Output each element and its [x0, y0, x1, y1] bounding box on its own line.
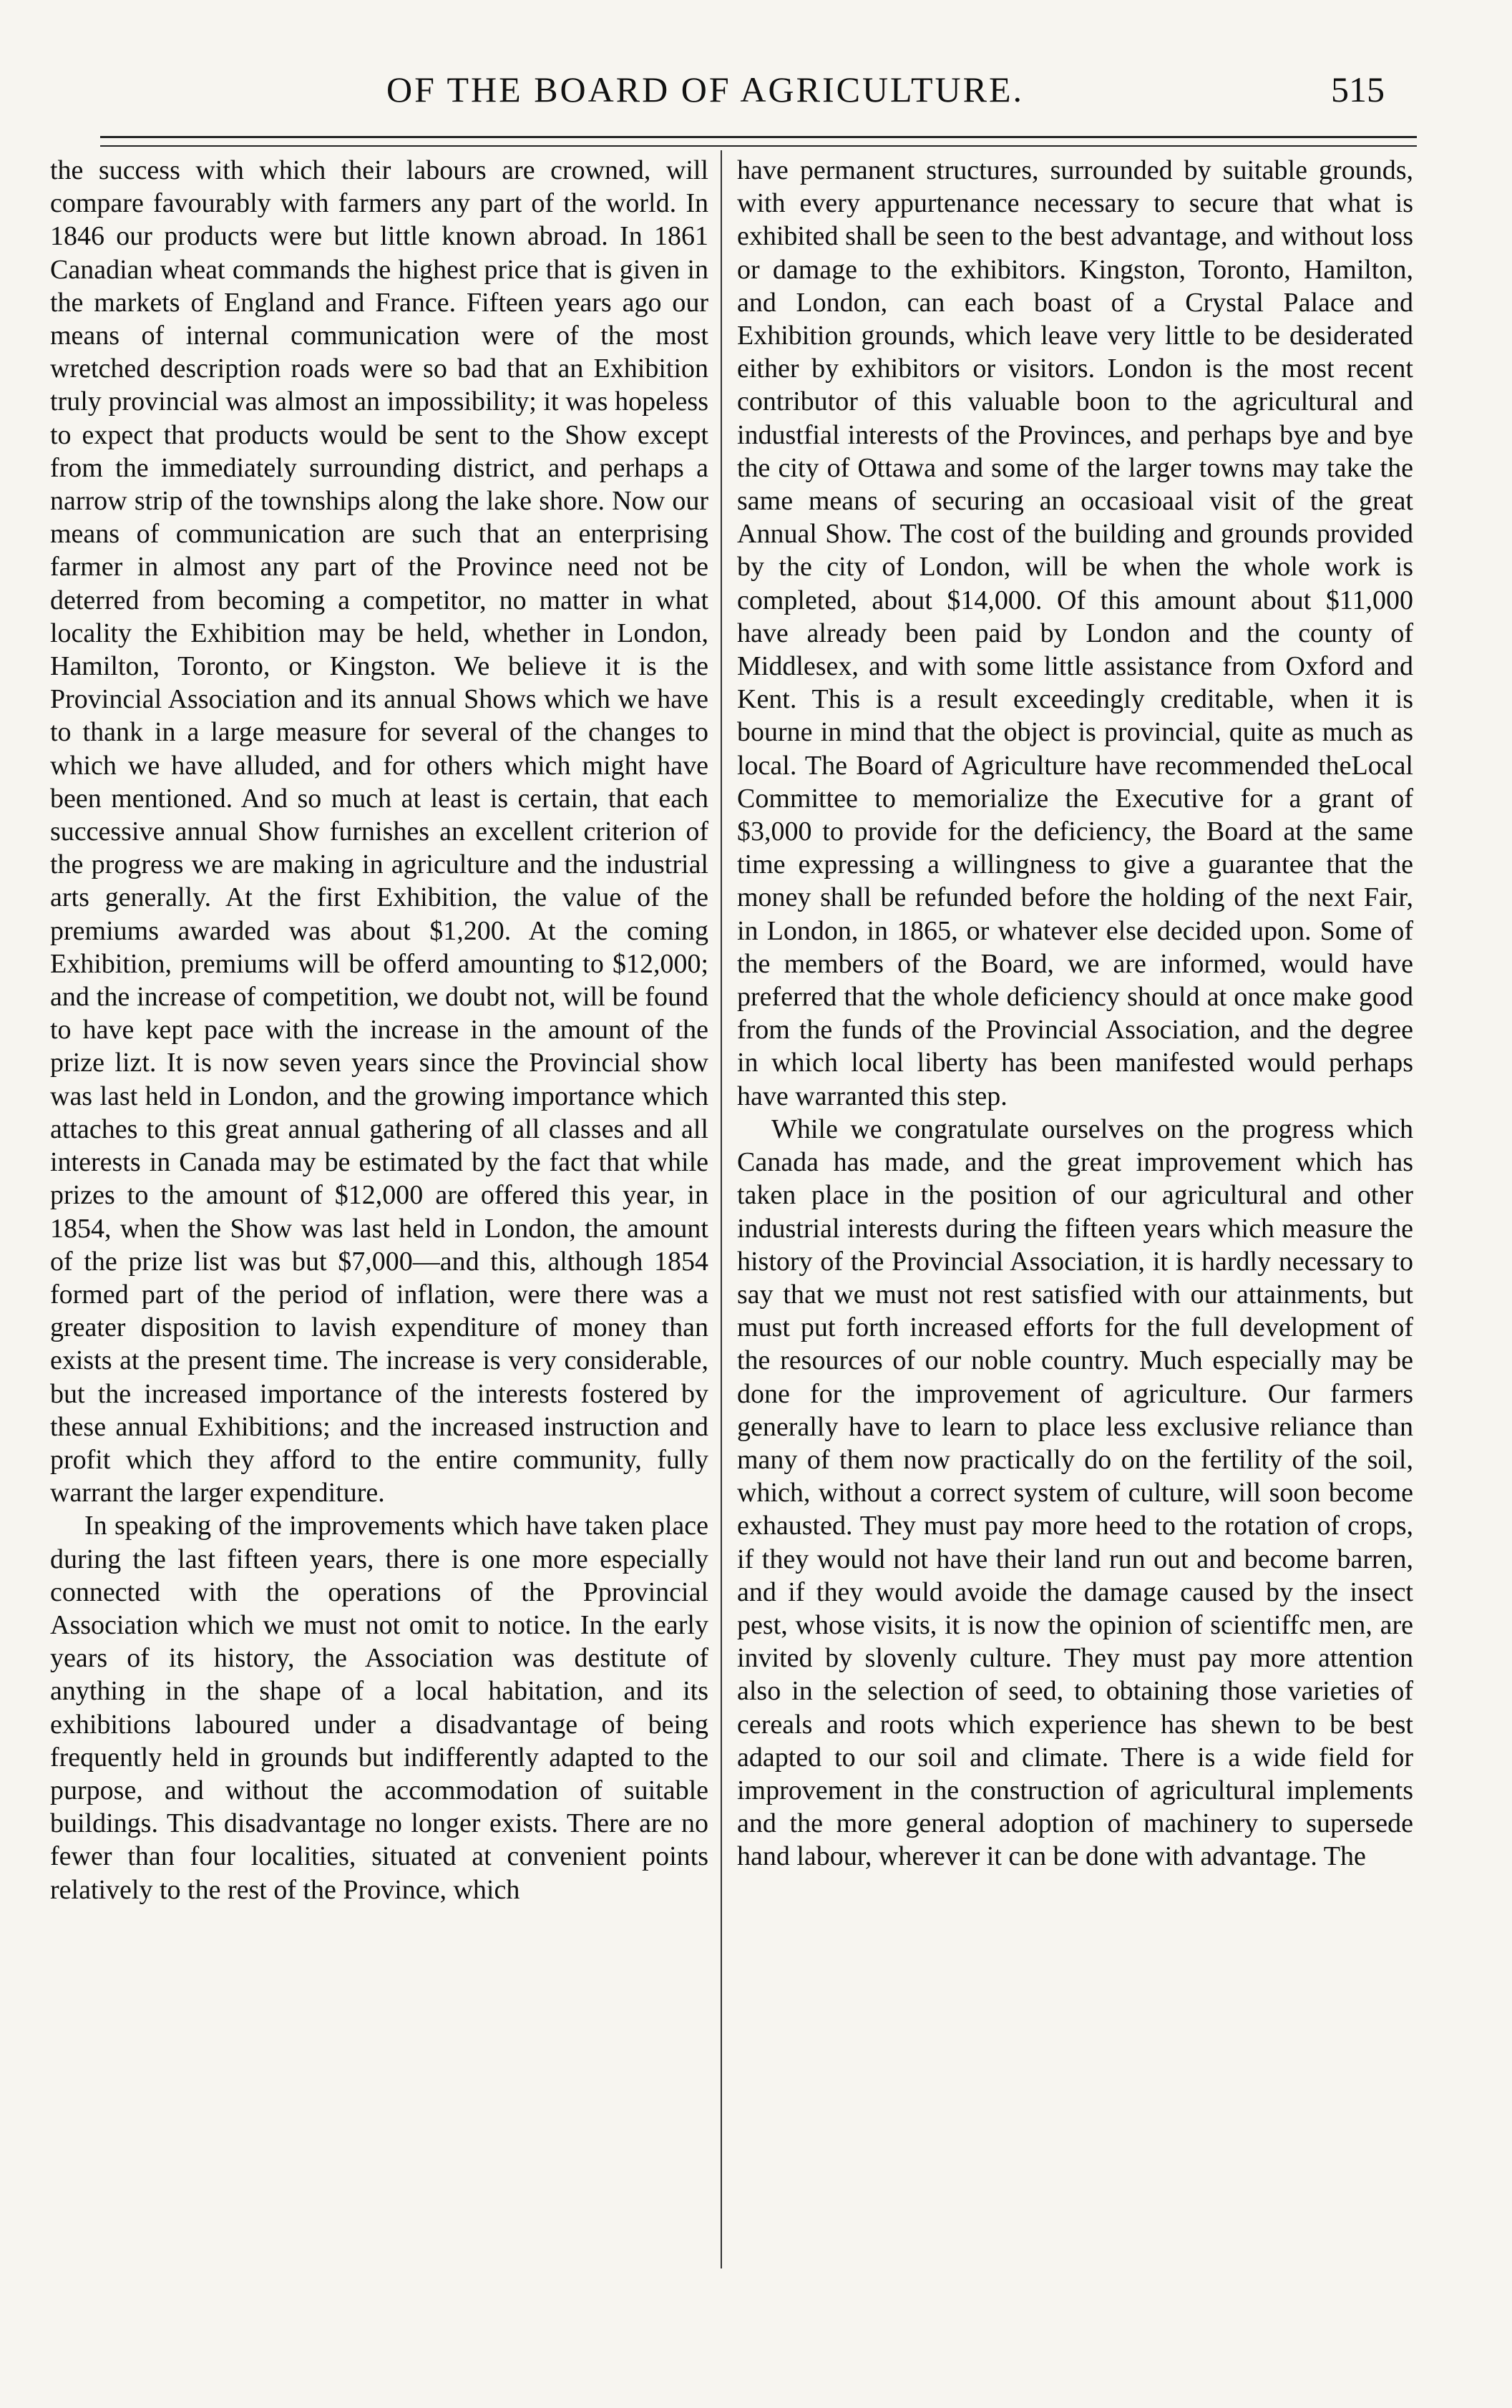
right-paragraph-1: have permanent structures, surrounded by suitable grounds, with every appurtenance necessary to secure that what is exhibited shall be seen to the best advantage, and without loss or damage to the exhibitors. Kingston, Toronto, Hamilton, and London, can each boast of a Crystal Palace and Exhibition grounds, which leave very little to be desiderated either by exhibitors or visitors. London is the most recent contributor of this valuable boon to the agricultural and industfial interests of the Provinces, and perhaps bye and bye the city of Ottawa and some of the larger towns may take the same means of securing an occasioaal visit of the great Annual Show. The cost of the building and grounds provided by the city of London, will be when the whole work is completed, about $14,000. Of this amount about $11,000 have already been paid by London and the county of Middlesex, and with some little assistance from Oxford and Kent. This is a result exceedingly creditable, when it is bourne in mind that the object is provincial, quite as much as local. The Board of Agriculture have recommended theLocal Committee to memorialize the Executive for a grant of $3,000 to provide for the deficiency, the Board at the same time expressing a willingness to give a guarantee that the money shall be refunded before the holding of the next Fair, in London, in 1865, or whatever else decided upon. Some of the members of the Board, we are informed, would have preferred that the whole deficiency should at once make good from the funds of the Provincial Association, and the degree in which local liberty has been manifested would perhaps have warranted this step. [737, 155, 1413, 1111]
column-divider [721, 150, 722, 2268]
page-header [0, 68, 1512, 125]
page-number: 515 [1331, 69, 1385, 109]
right-paragraph-2: While we congratulate ourselves on the progress which Canada has made, and the great improvement which has taken place in the position of our agricultural and other industrial interests during the fifteen years which measure the history of the Provincial Association, it is hardly necessary to say that we must not rest satisfied with our attainments, but must put forth increased efforts for the full development of the resources of our noble country. Much especially may be done for the improvement of agriculture. Our farmers generally have to learn to place less exclusive reliance than many of them now practically do on the fertility of the soil, which, without a correct system of culture, will soon become exhausted. They must pay more heed to the rotation of crops, if they would not have their land run out and become barren, and if they would avoide the damage caused by the insect pest, whose visits, it is now the opinion of scientiffc men, are invited by slovenly culture. They must pay more attention also in the selection of seed, to obtaining those varieties of cereals and roots which experience has shewn to be best adapted to our soil and climate. There is a wide field for improvement in the construction of agricultural implements and the more general adoption of machinery to supersede hand labour, wherever it can be done with advantage. The [737, 1113, 1413, 1872]
left-paragraph-1: the success with which their labours are crowned, will compare favourably with farmers any part of the world. In 1846 our products were but little known abroad. In 1861 Canadian wheat commands the highest price that is given in the markets of England and France. Fifteen years ago our means of internal communication were of the most wretched description roads were so bad that an Exhibition truly provincial was almost an impossibility; it was hopeless to expect that products would be sent to the Show except from the immediately surrounding district, and perhaps a narrow strip of the townships along the lake shore. Now our means of communication are such that an enterprising farmer in almost any part of the Province need not be deterred from becoming a competitor, no matter in what locality the Exhibition may be held, whether in London, Hamilton, Toronto, or Kingston. We believe it is the Provincial Association and its annual Shows which we have to thank in a large measure for several of the changes to which we have alluded, and for others which might have been mentioned. And so much at least is certain, that each successive annual Show furnishes an excellent criterion of the progress we are making in agriculture and the industrial arts generally. At the first Exhibition, the value of the premiums awarded was about $1,200. At the coming Exhibition, premiums will be offerd amounting to $12,000; and the increase of competition, we doubt not, will be found to have kept pace with the increase in the amount of the prize lizt. It is now seven years since the Provincial show was last held in London, and the growing importance which attaches to this great annual gathering of all classes and all interests in Canada may be estimated by the fact that while prizes to the amount of $12,000 are offered this year, in 1854, when the Show was last held in London, the amount of the prize list was but $7,000—and this, although 1854 formed part of the period of inflation, were there was a greater disposition to lavish expenditure of money than exists at the present time. The increase is very considerable, but the increased importance of the interests fostered by these annual Exhibitions; and the increased instruction and profit which they afford to the entire community, fully warrant the larger expenditure. [50, 155, 708, 1508]
running-title: OF THE BOARD OF AGRICULTURE. [386, 69, 1025, 109]
right-column [737, 154, 1413, 1873]
left-paragraph-2: In speaking of the improvements which have taken place during the last fifteen years, there is one more especially connected with the operations of the Pprovincial Association which we must not omit to notice. In the early years of its history, the Association was destitute of anything in the shape of a local habitation, and its exhibitions laboured under a disadvantage of being frequently held in grounds but indifferently adapted to the purpose, and without the accommodation of suitable buildings. This disadvantage no longer exists. There are no fewer than four localities, situated at convenient points relatively to the rest of the Province, which [50, 1511, 708, 1905]
left-column [50, 154, 708, 1906]
header-rule [100, 136, 1417, 147]
